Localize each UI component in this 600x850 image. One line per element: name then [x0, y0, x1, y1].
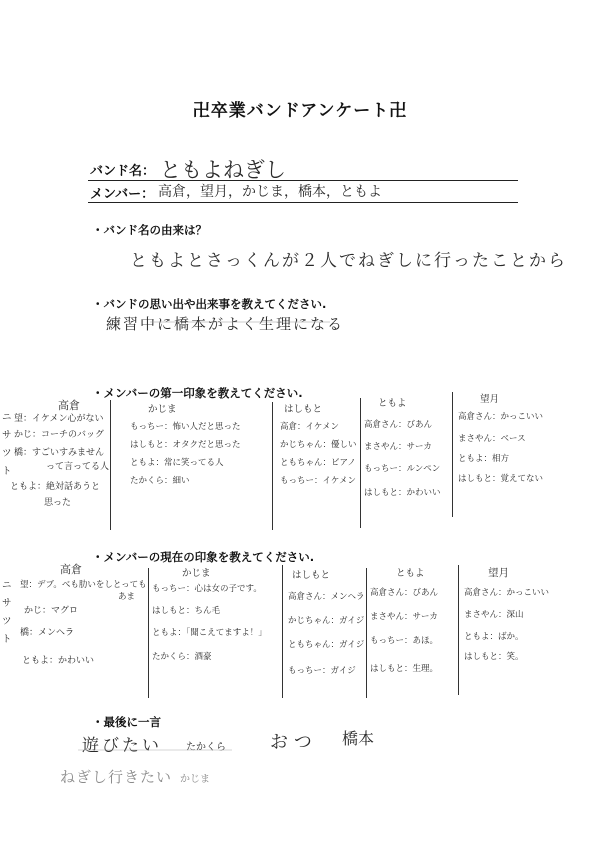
first-line: 高倉：イケメン — [280, 422, 339, 432]
last-word-answer: おつ — [270, 732, 318, 753]
first-col-author: かじま — [148, 404, 177, 415]
first-side-letter: サ — [2, 430, 12, 441]
first-side-letter: ト — [2, 466, 12, 477]
first-line: かじちゃん：優しい — [280, 440, 357, 450]
first-line: かじ：コーチのバッグ — [14, 430, 105, 440]
band-name-label: バンド名： — [90, 164, 156, 179]
now-line: はしもと：ちん毛 — [152, 606, 221, 616]
now-side-letter: ト — [2, 634, 12, 645]
origin-answer: ともよとさっくんが２人でねぎしに行ったことから — [130, 251, 567, 271]
now-line: かじ：マグロ — [24, 606, 79, 616]
members-value: 高倉，望月，かじま，橋本，ともよ — [158, 184, 382, 200]
now-line: もっちー：あほ。 — [370, 636, 439, 646]
first-line: ともちゃん：ビアノ — [280, 458, 356, 468]
now-line: 高倉さん：びあん — [370, 588, 439, 598]
now-line: もっちー：心は女の子です。 — [152, 584, 262, 594]
now-line: あま — [118, 592, 136, 602]
first-impression-question: ・メンバーの第一印象を教えてください. — [92, 386, 303, 400]
first-line: もっちー：イケメン — [280, 476, 356, 486]
first-line: もっちー：怖い人だと思った — [130, 422, 241, 432]
first-line: 高倉さん：かっこいい — [458, 412, 544, 422]
memory-answer: 練習中に橋本がよく生理になる — [106, 315, 345, 333]
now-line: まさやん：深山 — [464, 610, 524, 620]
now-line: まさやん：サーカ — [370, 612, 438, 622]
now-col-author: はしもと — [292, 570, 331, 581]
page-title: 卍卒業バンドアンケート卍 — [192, 101, 408, 121]
first-line: 思った — [44, 498, 72, 508]
origin-question: ・バンド名の由来は？ — [92, 223, 207, 237]
first-line: ともよ：常に笑ってる人 — [130, 458, 224, 468]
now-col-author: 望月 — [488, 567, 509, 579]
now-line: 高倉さん：メンヘラ — [288, 592, 365, 602]
now-line: ともよ：ばか。 — [464, 632, 524, 642]
first-line: まさやん：サーカ — [364, 442, 432, 452]
now-line: ともよ：「聞こえてますよ！」 — [152, 628, 267, 638]
first-side-letter: ツ — [2, 448, 12, 459]
first-line: って言ってる人 — [46, 462, 110, 472]
now-line: ともちゃん：ガイジ — [288, 640, 365, 650]
first-line: 望：イケメン心がない — [14, 414, 104, 424]
now-line: もっちー：ガイジ — [288, 666, 356, 676]
last-word-answer: 遊びたい — [82, 736, 162, 756]
first-line: もっちー：ルンペン — [364, 464, 441, 474]
now-line: はしもと：生理。 — [370, 664, 439, 674]
first-line: ともよ：相方 — [458, 454, 510, 464]
now-col-author: ともよ — [396, 568, 425, 579]
first-line: ともよ：絶対話あうと — [10, 482, 101, 492]
now-line: はしもと：笑。 — [464, 652, 524, 662]
first-col-author: はしもと — [284, 404, 323, 415]
now-col-author: かじま — [182, 568, 211, 579]
first-col-author: 高倉 — [58, 399, 80, 412]
first-line: はしもと：かわいい — [364, 488, 441, 498]
first-line: まさやん：ベース — [458, 434, 526, 444]
last-word-author: 橋本 — [342, 729, 375, 748]
last-word-answer: ねぎし行きたい — [60, 768, 173, 786]
last-word-question: ・最後に一言 — [92, 715, 161, 729]
now-side-letter: サ — [2, 598, 12, 609]
now-col-author: 高倉 — [60, 563, 82, 576]
band-name-value: ともよねぎし — [160, 158, 286, 182]
now-line: ともよ：かわいい — [22, 656, 95, 666]
now-side-letter: ニ — [2, 580, 12, 591]
first-side-letter: ニ — [2, 412, 12, 423]
now-side-letter: ツ — [2, 616, 12, 627]
members-label: メンバー： — [90, 187, 155, 202]
first-col-author: 望月 — [480, 394, 500, 405]
now-line: かじちゃん：ガイジ — [288, 616, 365, 626]
first-line: たかくら：細い — [130, 476, 190, 486]
now-line: 高倉さん：かっこいい — [464, 588, 550, 598]
last-word-author: かじま — [180, 774, 210, 785]
last-word-author: たかくら — [186, 742, 226, 753]
memory-question: ・バンドの思い出や出来事を教えてください. — [92, 297, 327, 311]
current-impression-question: ・メンバーの現在の印象を教えてください. — [92, 550, 315, 564]
first-col-author: ともよ — [378, 398, 407, 409]
first-line: 高倉さん：びあん — [364, 420, 433, 430]
now-line: 橋：メンヘラ — [20, 628, 75, 638]
first-line: はしもと：覚えてない — [458, 474, 544, 484]
now-line: たかくら：酒豪 — [152, 652, 212, 662]
first-line: 橋：すごいすみません — [14, 448, 105, 458]
now-line: 望：デブ。べも肋いをしとっても — [20, 580, 147, 590]
first-line: はしもと：オタクだと思った — [130, 440, 241, 450]
